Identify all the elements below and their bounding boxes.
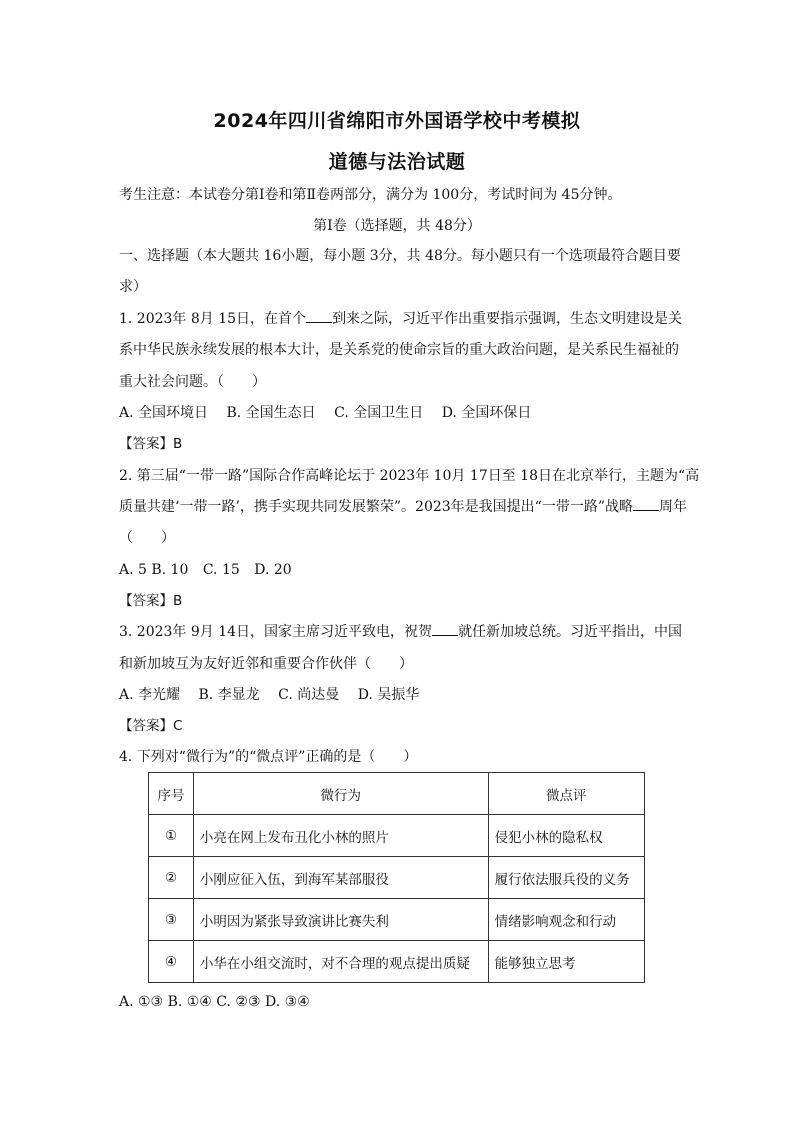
- table-cell: ②: [149, 857, 194, 899]
- question-2-options: [119, 560, 679, 580]
- option-a-b: A. 5 B. 10: [119, 562, 189, 578]
- table-header-cell: 序号: [149, 773, 194, 815]
- question-4-options: A. ①③ B. ①④ C. ②③ D. ③④: [119, 994, 310, 1010]
- question-3-options: [119, 685, 679, 705]
- question-2-text-a: 质量共建‘一带一路’，携手实现共同发展繁荣”。2023年是我国提出“一带一路”战略: [119, 499, 633, 515]
- exam-subtitle: 道德与法治试题: [328, 151, 466, 173]
- exam-title: 2024年四川省绵阳市外国语学校中考模拟: [213, 110, 581, 132]
- question-3-text-a: 3. 2023年 9月 14日，国家主席习近平致电，祝贺: [119, 624, 433, 640]
- table-row: [149, 899, 645, 941]
- option-c: C. 尚达曼: [278, 687, 340, 703]
- answer-blank: [633, 498, 659, 511]
- question-3-text-b: 就任新加坡总统。习近平指出，中国: [458, 624, 683, 640]
- table-cell: 小华在小组交流时，对不合理的观点提出质疑: [193, 941, 488, 983]
- question-1-line-2: 系中华民族永续发展的根本大计，是关系党的使命宗旨的重大政治问题，是关系民生福祉的: [119, 342, 679, 358]
- table-cell: 侵犯小林的隐私权: [488, 815, 644, 857]
- question-2-line-3: （ ）: [119, 530, 175, 546]
- table-cell: 情绪影响观念和行动: [488, 899, 644, 941]
- question-2-text-b: 周年: [659, 499, 687, 515]
- question-1-text-a: 1. 2023年 8月 15日，在首个: [119, 311, 307, 327]
- question-2-line-2: [119, 497, 687, 517]
- option-c: C. 全国卫生日: [334, 405, 424, 421]
- table-header-cell: 微行为: [193, 773, 488, 815]
- question-2-line-1: 2. 第三届“一带一路”国际合作高峰论坛于 2023年 10月 17日至 18日在北京举行，主题为“高: [119, 468, 700, 484]
- option-c: C. 15: [202, 562, 240, 578]
- table-row: [149, 941, 645, 983]
- table-header-cell: 微点评: [488, 773, 644, 815]
- question-4-table: [148, 772, 645, 983]
- question-2-answer: 【答案】B: [119, 593, 183, 609]
- section-heading: 第Ⅰ卷（选择题，共 48分）: [313, 218, 481, 234]
- option-d: D. 吴振华: [357, 687, 420, 703]
- table-cell: ④: [149, 941, 194, 983]
- table-header-row: [149, 773, 645, 815]
- question-1-options: [119, 403, 679, 423]
- answer-blank: [306, 310, 332, 323]
- question-4-stem: 4. 下列对“微行为”的“微点评”正确的是（ ）: [119, 749, 418, 765]
- question-3-line-1: [119, 622, 683, 642]
- exam-notice: 考生注意：本试卷分第Ⅰ卷和第Ⅱ卷两部分，满分为 100分，考试时间为 45分钟。: [119, 187, 622, 203]
- option-d: D. 全国环保日: [441, 405, 532, 421]
- answer-blank: [432, 623, 458, 636]
- table-cell: 履行依法服兵役的义务: [488, 857, 644, 899]
- table-cell: 小亮在网上发布丑化小林的照片: [193, 815, 488, 857]
- question-3-line-2: 和新加坡互为友好近邻和重要合作伙伴（ ）: [119, 656, 413, 672]
- question-3-answer: 【答案】C: [119, 718, 183, 734]
- question-1-answer: 【答案】B: [119, 436, 183, 452]
- table-row: [149, 857, 645, 899]
- instruction-line-1: 一、选择题（本大题共 16小题，每小题 3分，共 48分。每小题只有一个选项最符合题目要: [119, 248, 681, 264]
- table-cell: 能够独立思考: [488, 941, 644, 983]
- option-d: D. 20: [254, 562, 292, 578]
- option-a: A. 李光耀: [119, 687, 181, 703]
- table-cell: ③: [149, 899, 194, 941]
- instruction-line-2: 求）: [119, 279, 147, 295]
- question-1-text-b: 到来之际，习近平作出重要指示强调，生态文明建设是关: [332, 311, 683, 327]
- table-row: [149, 815, 645, 857]
- table-cell: 小明因为紧张导致演讲比赛失利: [193, 899, 488, 941]
- table-cell: ①: [149, 815, 194, 857]
- question-1-line-3: 重大社会问题。（ ）: [119, 374, 266, 390]
- question-1-line-1: [119, 309, 683, 329]
- option-b: B. 李显龙: [198, 687, 260, 703]
- option-b: B. 全国生态日: [226, 405, 316, 421]
- option-a: A. 全国环境日: [119, 405, 209, 421]
- table-cell: 小刚应征入伍，到海军某部服役: [193, 857, 488, 899]
